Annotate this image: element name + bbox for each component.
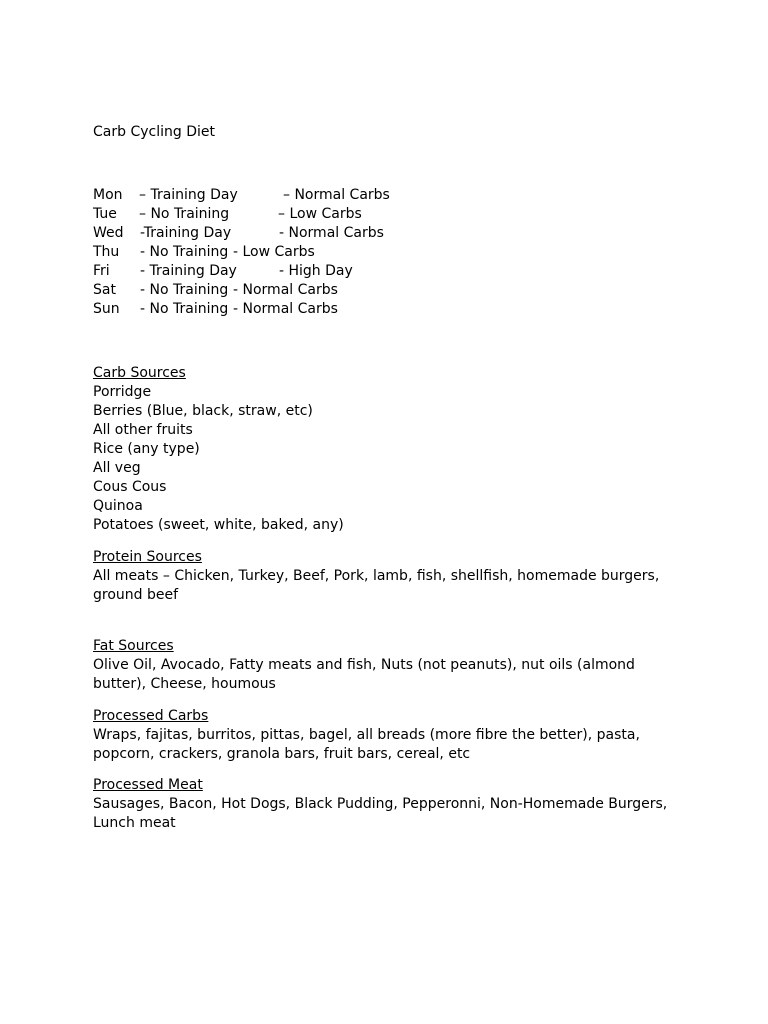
list-item: All other fruits <box>93 422 193 438</box>
fat-sources-section <box>93 637 683 694</box>
schedule-day: Mon <box>93 187 123 203</box>
schedule-row-mon <box>93 186 693 205</box>
carb-sources-section <box>93 364 683 535</box>
processed-meat-section <box>93 776 683 833</box>
schedule-day: Sat <box>93 282 116 298</box>
list-item: All veg <box>93 460 141 476</box>
list-item: Quinoa <box>93 498 143 514</box>
schedule-training: -Training Day <box>140 225 232 241</box>
schedule-training: – Training Day <box>139 187 238 203</box>
schedule-row-fri <box>93 262 693 281</box>
schedule-carbs: - Low Carbs <box>233 244 315 260</box>
section-text: Olive Oil, Avocado, Fatty meats and fish, Nuts (not peanuts), nut oils (almond butter), Cheese, houmous <box>93 657 635 692</box>
section-text: All meats – Chicken, Turkey, Beef, Pork, lamb, fish, shellfish, homemade burgers, ground beef <box>93 568 660 603</box>
schedule-day: Wed <box>93 225 124 241</box>
schedule-row-thu <box>93 243 693 262</box>
list-item: Potatoes (sweet, white, baked, any) <box>93 517 344 533</box>
schedule-row-sat <box>93 281 693 300</box>
processed-carbs-section <box>93 707 683 764</box>
schedule-day: Thu <box>93 244 120 260</box>
section-text: Sausages, Bacon, Hot Dogs, Black Pudding, Pepperonni, Non-Homemade Burgers, Lunch meat <box>93 796 668 831</box>
schedule-carbs: - Normal Carbs <box>279 225 384 241</box>
document-title: Carb Cycling Diet <box>93 124 215 140</box>
schedule-training: - Training Day <box>140 263 237 279</box>
section-heading: Processed Meat <box>93 777 203 793</box>
schedule-carbs: - Normal Carbs <box>233 301 338 317</box>
section-heading: Protein Sources <box>93 549 202 565</box>
protein-sources-section <box>93 548 683 605</box>
schedule-training: – No Training <box>139 206 230 222</box>
section-text: Wraps, fajitas, burritos, pittas, bagel, all breads (more fibre the better), pasta, popcorn, crackers, granola bars, fruit bars, cereal, etc <box>93 727 640 762</box>
schedule-carbs: – Normal Carbs <box>283 187 390 203</box>
schedule-day: Fri <box>93 263 110 279</box>
schedule-day: Tue <box>93 206 117 222</box>
list-item: Cous Cous <box>93 479 167 495</box>
list-item: Berries (Blue, black, straw, etc) <box>93 403 313 419</box>
section-heading: Carb Sources <box>93 365 186 381</box>
schedule-row-tue <box>93 205 693 224</box>
list-item: Rice (any type) <box>93 441 200 457</box>
schedule-carbs: – Low Carbs <box>278 206 362 222</box>
schedule-training: - No Training <box>140 282 229 298</box>
schedule-carbs: - Normal Carbs <box>233 282 338 298</box>
schedule-training: - No Training <box>140 301 229 317</box>
list-item: Porridge <box>93 384 152 400</box>
schedule-row-sun <box>93 300 693 319</box>
section-heading: Processed Carbs <box>93 708 209 724</box>
section-heading: Fat Sources <box>93 638 174 654</box>
schedule-day: Sun <box>93 301 120 317</box>
schedule-training: - No Training <box>140 244 229 260</box>
schedule-row-wed <box>93 224 693 243</box>
schedule-carbs: - High Day <box>279 263 353 279</box>
